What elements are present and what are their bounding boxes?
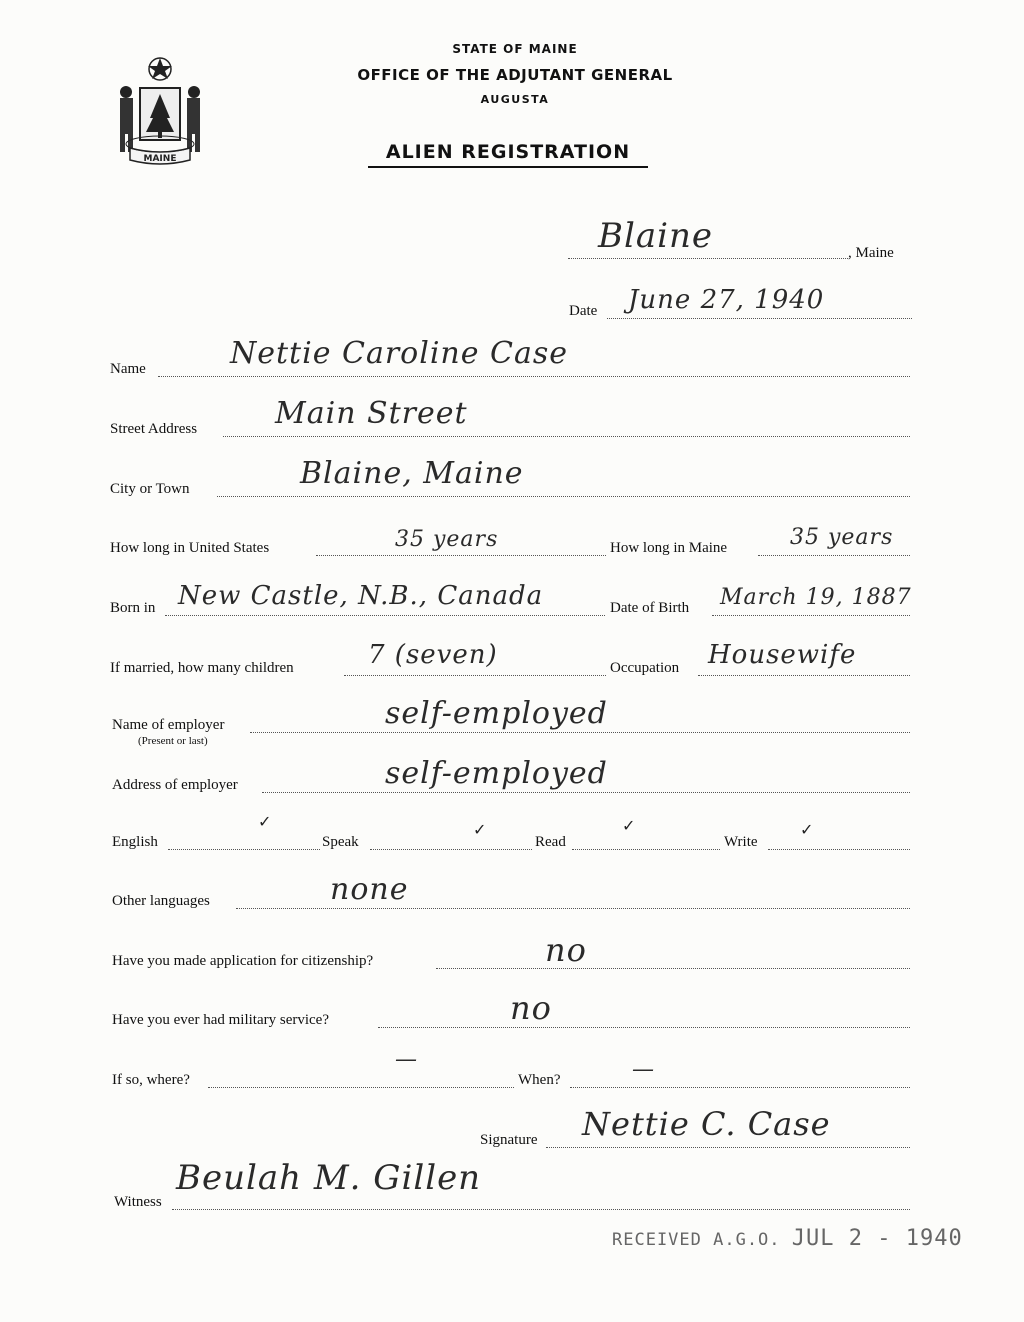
employer-value: self-employed [385,696,608,731]
street-line [223,436,910,437]
city-heading: AUGUSTA [480,93,550,106]
write-line [768,849,910,850]
street-value: Main Street [275,396,468,431]
read-check-icon: ✓ [622,816,636,835]
children-value: 7 (seven) [368,640,498,670]
how-long-us-label: How long in United States [110,540,270,556]
svg-text:MAINE: MAINE [143,154,177,164]
where-value: — [395,1047,418,1072]
military-line [378,1027,910,1028]
where-line [208,1087,514,1088]
name-label: Name [110,361,146,377]
date-label: Date [569,303,598,319]
stamp-date: JUL 2 - 1940 [791,1226,963,1251]
write-label: Write [724,834,758,850]
other-languages-value: none [330,872,409,907]
children-label: If married, how many children [110,660,294,676]
military-value: no [510,989,552,1027]
citizenship-value: no [545,931,587,969]
city-line [217,496,910,497]
dob-line [712,615,910,616]
street-label: Street Address [110,421,198,437]
when-label: When? [518,1072,561,1088]
name-line [158,376,910,377]
employer-label: Name of employer [112,717,225,733]
read-line [572,849,720,850]
witness-line [172,1209,910,1210]
born-in-label: Born in [110,600,156,616]
place-line [568,258,848,259]
where-label: If so, where? [112,1072,190,1088]
english-line [168,849,320,850]
born-in-line [165,615,605,616]
city-value: Blaine, Maine [300,456,524,491]
citizenship-line [436,968,910,969]
stamp-text: RECEIVED A.G.O. [612,1230,781,1250]
how-long-maine-line [758,555,910,556]
how-long-maine-label: How long in Maine [610,540,728,556]
children-line [344,675,606,676]
speak-check-icon: ✓ [473,820,487,839]
occupation-value: Housewife [708,640,857,670]
witness-value: Beulah M. Gillen [176,1158,482,1198]
citizenship-label: Have you made application for citizenship? [112,953,374,969]
form-title: ALIEN REGISTRATION [368,141,648,168]
office-heading: OFFICE OF THE ADJUTANT GENERAL [357,66,673,84]
when-value: — [632,1057,655,1082]
how-long-us-line [316,555,606,556]
read-label: Read [535,834,566,850]
received-stamp [612,1226,963,1251]
english-label: English [112,834,158,850]
how-long-us-value: 35 years [395,527,499,552]
employer-address-value: self-employed [385,756,608,791]
speak-line [370,849,532,850]
dob-label: Date of Birth [610,600,690,616]
employer-address-line [262,792,910,793]
how-long-maine-value: 35 years [790,525,894,550]
speak-label: Speak [322,834,359,850]
english-check-icon: ✓ [258,812,272,831]
when-line [570,1087,910,1088]
signature-line [546,1147,910,1148]
born-in-value: New Castle, N.B., Canada [178,581,544,611]
other-languages-label: Other languages [112,893,210,909]
date-value: June 27, 1940 [628,285,825,315]
signature-label: Signature [480,1132,538,1148]
date-line [607,318,912,319]
place-suffix: , Maine [848,245,894,261]
military-label: Have you ever had military service? [112,1012,329,1028]
employer-sublabel: (Present or last) [138,735,208,747]
state-heading: STATE OF MAINE [452,42,578,56]
occupation-label: Occupation [610,660,680,676]
employer-address-label: Address of employer [112,777,238,793]
signature-value: Nettie C. Case [582,1105,831,1143]
witness-label: Witness [114,1194,162,1210]
dob-value: March 19, 1887 [720,585,912,610]
occupation-line [698,675,910,676]
maine-state-seal-icon [110,52,210,180]
other-languages-line [236,908,910,909]
city-label: City or Town [110,481,190,497]
place-value: Blaine [598,216,714,256]
name-value: Nettie Caroline Case [230,336,569,371]
employer-line [250,732,910,733]
write-check-icon: ✓ [800,820,814,839]
